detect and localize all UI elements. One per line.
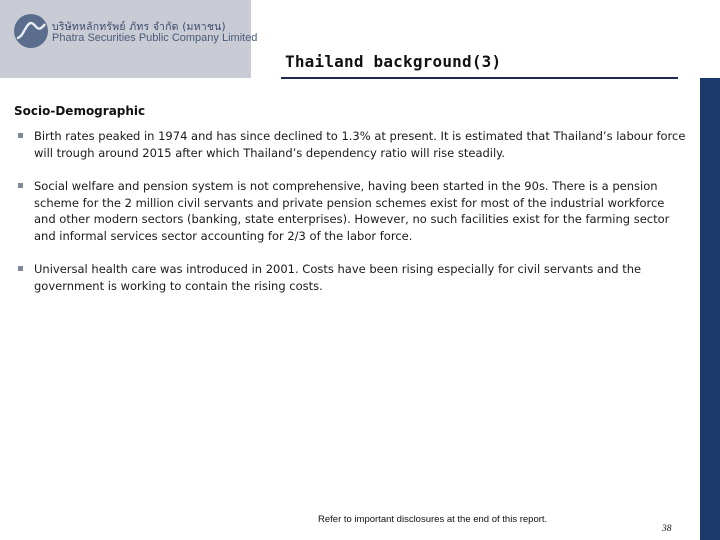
- bullet-text: Social welfare and pension system is not comprehensive, having been started in the 90s. There is a pension scheme for the 2 million civil servants and private pension schemes exist for most of the industrial workforce and other modern sectors (banking, state enterprises). However, no such facilities exist for the farming sector and informal services sector accounting for 2/3 of the labor force.: [34, 179, 670, 243]
- bullet-text: Birth rates peaked in 1974 and has since declined to 1.3% at present. It is estimated that Thailand’s labour force will trough around 2015 after which Thailand’s dependency ratio will rise steadily.: [34, 129, 686, 160]
- company-name-english: Phatra Securities Public Company Limited: [52, 32, 258, 44]
- list-item: [18, 178, 688, 244]
- square-bullet-icon: [18, 133, 23, 138]
- list-item: [18, 261, 688, 294]
- list-item: [18, 128, 688, 161]
- section-heading: Socio-Demographic: [14, 104, 146, 118]
- bullet-text: Universal health care was introduced in 2001. Costs have been rising especially for civil servants and the government is working to contain the rising costs.: [34, 262, 642, 293]
- disclosure-note: Refer to important disclosures at the end of this report.: [318, 514, 548, 525]
- phatra-logo-mark-icon: [13, 13, 49, 49]
- company-logo: [0, 0, 258, 78]
- bullet-list: [18, 128, 688, 311]
- page-number: 38: [662, 524, 672, 534]
- side-accent-bar: [700, 78, 720, 540]
- square-bullet-icon: [18, 183, 23, 188]
- title-underline: [281, 77, 678, 79]
- page-title: Thailand background(3): [285, 52, 502, 71]
- square-bullet-icon: [18, 266, 23, 271]
- company-name-thai: บริษัทหลักทรัพย์ ภัทร จำกัด (มหาชน): [52, 21, 226, 33]
